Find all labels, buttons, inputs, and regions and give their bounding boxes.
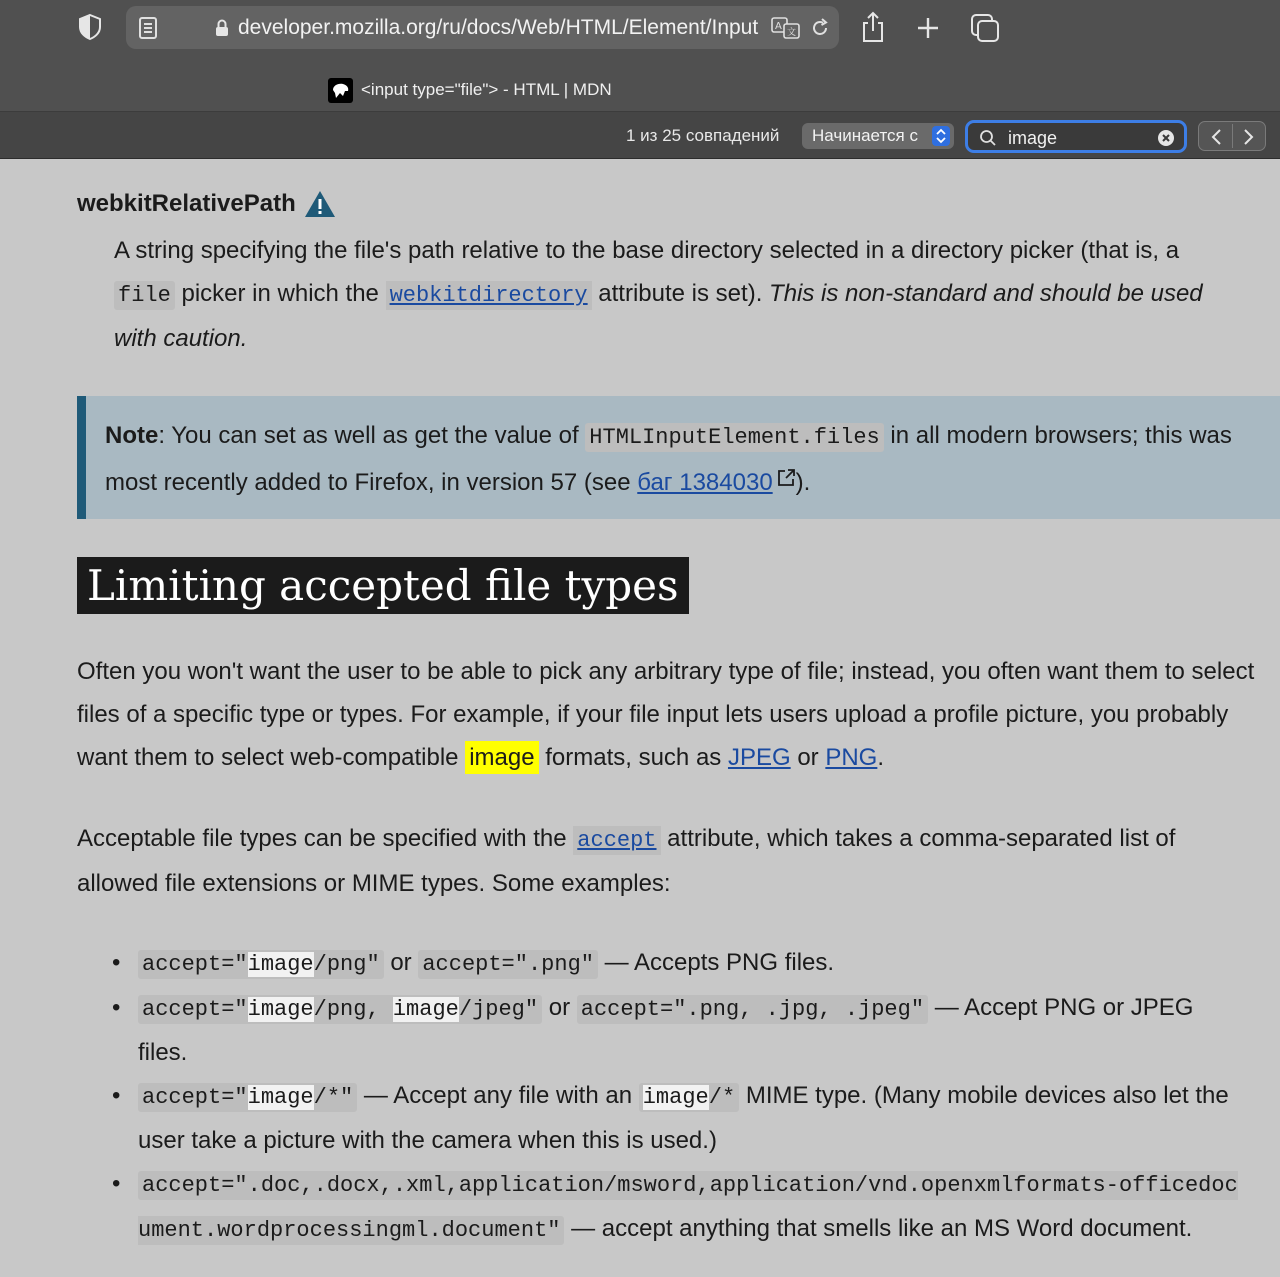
list-item — [138, 986, 1248, 1074]
code-example: accept="image/png, image/jpeg" — [138, 995, 542, 1024]
tab-title[interactable]: <input type="file"> - HTML | MDN — [361, 80, 612, 99]
note-body: in all modern browsers; this was most recently added to Firefox, in version 57 (see — [105, 422, 1232, 496]
item-text: MIME type. (Many mobile devices also let the user take a picture with the camera when this is used.) — [138, 1082, 1229, 1154]
match-count: 1 из 25 совпадений — [626, 126, 780, 145]
tab-bar — [0, 62, 1280, 112]
item-text: or — [542, 994, 577, 1021]
list-item — [138, 1162, 1248, 1252]
lock-icon — [214, 18, 230, 38]
reader-icon[interactable] — [136, 16, 160, 40]
share-icon[interactable] — [858, 10, 888, 44]
warning-icon — [304, 190, 336, 218]
webkitdirectory-link[interactable]: webkitdirectory — [386, 281, 592, 310]
find-nav — [1198, 121, 1266, 151]
item-text: — Accept PNG or JPEG files. — [138, 994, 1194, 1066]
def-text: picker in which the — [174, 280, 386, 307]
reload-icon[interactable] — [808, 16, 832, 40]
item-text: — Accept any file with an — [357, 1082, 639, 1109]
new-tab-icon[interactable] — [914, 14, 942, 42]
match-mode-label: Начинается с — [812, 126, 918, 145]
clear-icon[interactable] — [1156, 128, 1176, 148]
list-item — [138, 941, 1248, 986]
bug-link[interactable]: баг 1384030 — [637, 469, 773, 496]
code-file: file — [114, 281, 175, 310]
page-content — [0, 160, 1280, 1277]
paragraph — [77, 817, 1257, 905]
item-text: — Accepts PNG files. — [597, 949, 835, 976]
url-text: developer.mozilla.org/ru/docs/Web/HTML/Element/Input — [238, 16, 759, 39]
def-text: A string specifying the file's path relative to the base directory selected in a directory picker (that is, a — [114, 237, 1180, 264]
tab-overview-icon[interactable] — [968, 12, 1002, 44]
item-text: or — [383, 949, 419, 976]
term-label: webkitRelativePath — [77, 190, 296, 217]
list-item — [138, 1074, 1248, 1162]
translate-icon[interactable] — [770, 16, 802, 40]
svg-text:A: A — [775, 21, 782, 32]
item-text: — accept anything that smells like an MS Word document. — [564, 1215, 1193, 1242]
section-heading: Limiting accepted file types — [77, 557, 689, 614]
nav-divider — [1232, 124, 1233, 148]
code-example: accept=".doc,.docx,.xml,application/msword,application/vnd.openxmlformats-officedocument.wordprocessingml.document" — [138, 1173, 1238, 1243]
privacy-shield-icon[interactable] — [76, 12, 104, 42]
paragraph — [77, 650, 1257, 779]
paragraph-text: attribute, which takes a comma-separated list of allowed file extensions or MIME types. Some examples: — [77, 825, 1176, 897]
external-link-icon — [776, 459, 796, 502]
paragraph-text: Acceptable file types can be specified with the — [77, 825, 574, 852]
search-icon — [978, 128, 998, 148]
def-caution: This is non-standard and should be used with caution. — [114, 280, 1203, 352]
svg-text:文: 文 — [787, 28, 797, 38]
paragraph-text: formats, such as — [538, 744, 728, 771]
def-text: attribute is set). — [591, 280, 770, 307]
code-files: HTMLInputElement.files — [585, 423, 883, 452]
note-text — [105, 414, 1255, 504]
definition-description — [114, 229, 1224, 360]
browser-toolbar — [0, 0, 1280, 62]
find-input[interactable] — [1008, 127, 1148, 149]
code-example: accept="image/*" — [138, 1083, 357, 1112]
examples-list — [138, 941, 1248, 1252]
next-match-icon[interactable] — [1236, 125, 1262, 149]
find-field[interactable] — [965, 120, 1187, 153]
note-callout — [77, 396, 1280, 519]
definition-term — [77, 190, 336, 218]
code-example: image/* — [639, 1083, 739, 1112]
code-example: accept="image/png" — [138, 950, 384, 979]
find-highlight: image — [465, 741, 538, 774]
match-mode-select[interactable] — [802, 123, 954, 149]
paragraph-text: or — [790, 744, 826, 771]
code-example: accept=".png" — [418, 950, 598, 979]
png-link[interactable]: PNG — [825, 744, 878, 771]
jpeg-link[interactable]: JPEG — [727, 744, 791, 771]
note-body: ). — [795, 469, 811, 496]
accept-link[interactable]: accept — [573, 826, 660, 855]
previous-match-icon[interactable] — [1203, 125, 1229, 149]
select-arrows-icon — [932, 126, 950, 146]
code-example: accept=".png, .jpg, .jpeg" — [577, 995, 928, 1024]
mdn-favicon-icon — [328, 78, 353, 103]
note-body: : You can set as well as get the value of — [158, 422, 586, 449]
note-label: Note — [105, 422, 159, 449]
paragraph-text: Often you won't want the user to be able to pick any arbitrary type of file; instead, you often want them to select files of a specific type or types. For example, if your file input lets users upload a profile picture, you probably want them to select web-compatible — [77, 658, 1255, 771]
paragraph-text: . — [877, 744, 885, 771]
